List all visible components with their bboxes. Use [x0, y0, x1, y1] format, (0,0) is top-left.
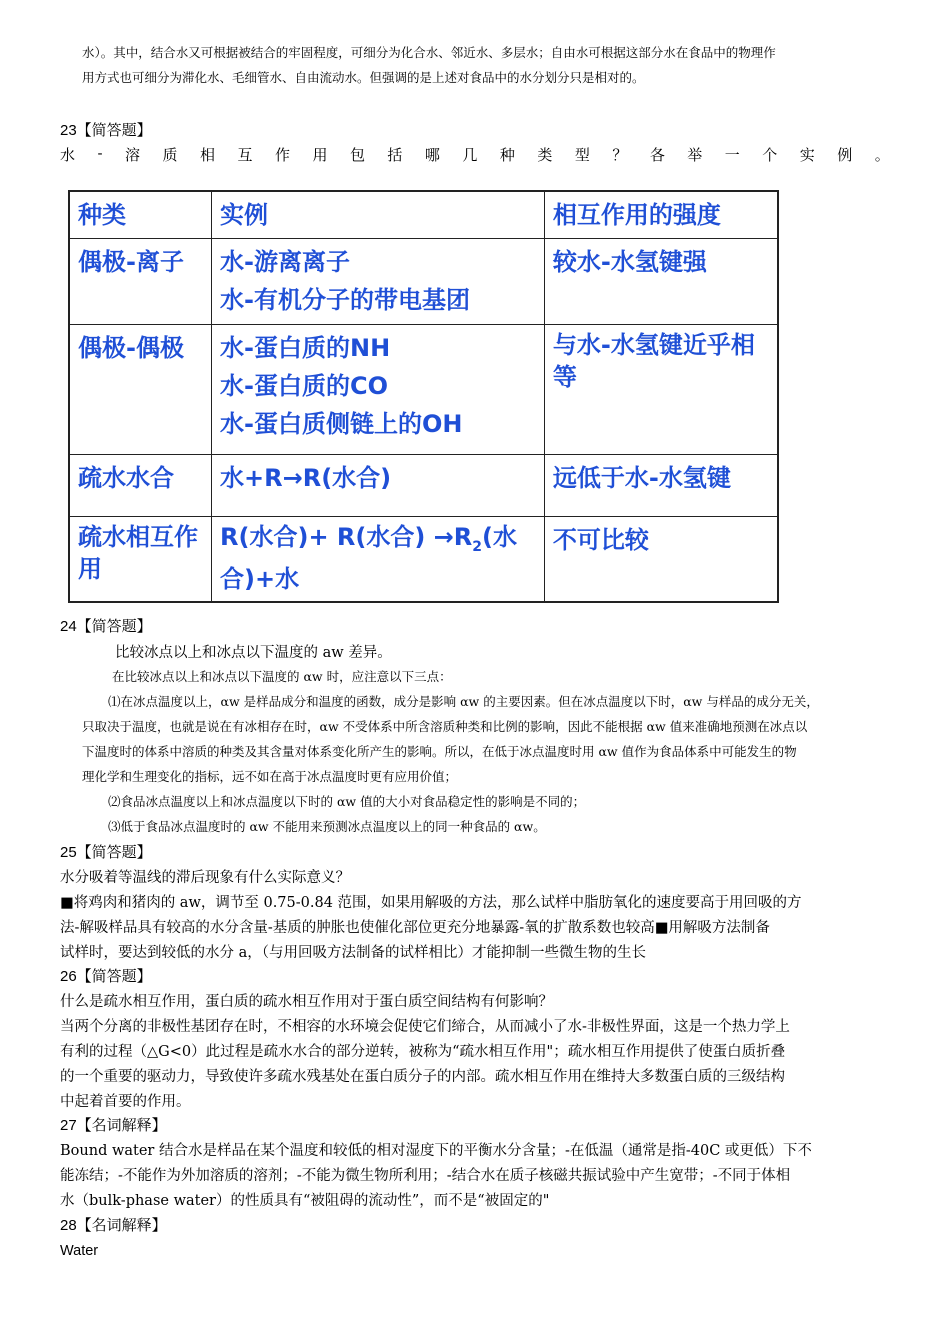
- q23-char: 类: [537, 146, 553, 164]
- row-strength: 远低于水-水氢键: [544, 455, 778, 517]
- q24-point1-line1: ⑴在冰点温度以上，αw 是样品成分和温度的函数，成分是影响 αw 的主要因素。但在冰点温度以下时，αw 与样品的成分无关，: [108, 694, 819, 709]
- q23-char: 实: [799, 146, 815, 164]
- q23-char: 相: [200, 146, 216, 164]
- row-strength: 与水-水氢键近乎相等: [544, 325, 778, 455]
- q23-char: 括: [387, 146, 403, 164]
- q28-answer: Water: [60, 1243, 99, 1259]
- q27-answer-line3: 水（bulk-phase water）的性质具有“被阻碍的流动性”，而不是“被固定的": [60, 1193, 550, 1209]
- q23-char: 水: [60, 146, 76, 164]
- q23-char: 举: [687, 146, 703, 164]
- q23-char: 。: [874, 146, 890, 164]
- row-examples: [212, 517, 545, 602]
- q27-answer-line1: Bound water 结合水是样品在某个温度和较低的相对湿度下的平衡水分含量；-在低温（通常是指-40C 或更低）下不: [60, 1143, 812, 1159]
- table-row: [69, 517, 778, 602]
- example-line: 水+R→R(水合): [220, 464, 392, 492]
- q26-answer-line2: 有利的过程（△G<0）此过程是疏水水合的部分逆转，被称为“疏水相互作用"；疏水相互作用提供了使蛋白质折叠: [60, 1044, 786, 1060]
- table-header-row: [69, 191, 778, 239]
- table-row: [69, 455, 778, 517]
- example-subscript: 2: [472, 538, 483, 555]
- q24-point1-line2: 只取决于温度，也就是说在有冰相存在时，αw 不受体系中所含溶质种类和比例的影响，因此不能根据 αw 值来准确地预测在冰点以: [82, 719, 808, 734]
- example-line: 水-蛋白质侧链上的OH: [220, 410, 463, 438]
- q28-heading: 28【名词解释】: [60, 1217, 167, 1234]
- q23-char: -: [97, 144, 103, 162]
- example-line: 水-蛋白质的CO: [220, 372, 389, 400]
- example-part: (水合)+水: [220, 523, 517, 593]
- q23-char: 各: [649, 146, 665, 164]
- q23-char: 作: [274, 146, 290, 164]
- q23-char: 用: [312, 146, 328, 164]
- q25-answer-line3: 试样时，要达到较低的水分 a，（与用回吸方法制备的试样相比）才能抑制一些微生物的生长: [60, 945, 647, 961]
- q25-answer-line1: ■将鸡肉和猪肉的 aw，调节至 0.75-0.84 范围，如果用解吸的方法，那么试样中脂肪氧化的速度要高于用回吸的方: [60, 895, 802, 911]
- header-example: 实例: [212, 191, 545, 239]
- example-part: R(水合)+ R(水合) →R: [220, 523, 473, 551]
- intro-line-2: 用方式也可细分为滞化水、毛细管水、自由流动水。但强调的是上述对食品中的水分划分只是相对的。: [82, 70, 645, 85]
- row-examples: [212, 455, 545, 517]
- q24-point3: ⑶低于食品冰点温度时的 αw 不能用来预测冰点温度以上的同一种食品的 αw。: [108, 819, 546, 834]
- row-type: 疏水水合: [69, 455, 212, 517]
- q25-answer-line2: 法-解吸样品具有较高的水分含量-基质的肿胀也使催化部位更充分地暴露-氧的扩散系数也较高■用解吸方法制备: [60, 920, 770, 936]
- q23-char: 质: [162, 146, 178, 164]
- q23-char: 种: [499, 146, 515, 164]
- q26-answer-line3: 的一个重要的驱动力，导致使许多疏水残基处在蛋白质分子的内部。疏水相互作用在维持大多数蛋白质的三级结构: [60, 1069, 785, 1085]
- q23-heading: 23【简答题】: [60, 122, 152, 139]
- q24-intro: 在比较冰点以上和冰点以下温度的 αw 时，应注意以下三点：: [112, 669, 452, 684]
- q26-heading: 26【简答题】: [60, 968, 152, 985]
- q27-answer-line2: 能冻结；-不能作为外加溶质的溶剂；-不能为微生物所利用；-结合水在质子核磁共振试验中产生宽带；-不同于体相: [60, 1168, 791, 1184]
- row-examples: [212, 239, 545, 325]
- example-line: 水-游离离子: [220, 248, 350, 276]
- q24-question: 比较冰点以上和冰点以下温度的 aw 差异。: [115, 645, 392, 661]
- row-type: 偶极-偶极: [69, 325, 212, 455]
- q23-char: 一: [724, 146, 740, 164]
- q26-answer-line4: 中起着首要的作用。: [60, 1094, 191, 1110]
- q27-heading: 27【名词解释】: [60, 1117, 167, 1134]
- row-examples: [212, 325, 545, 455]
- row-type: 疏水相互作用: [69, 517, 212, 602]
- q23-char: 个: [762, 146, 778, 164]
- q24-point1-line3: 下温度时的体系中溶质的种类及其含量对体系变化所产生的影响。所以，在低于冰点温度时用 αw 值作为食品体系中可能发生的物: [82, 744, 797, 759]
- example-line: 水-有机分子的带电基团: [220, 286, 470, 314]
- q23-question: [60, 144, 890, 165]
- q24-heading: 24【简答题】: [60, 618, 152, 635]
- q23-char: 哪: [424, 146, 440, 164]
- table-row: [69, 325, 778, 455]
- q25-heading: 25【简答题】: [60, 844, 152, 861]
- row-strength: 不可比较: [544, 517, 778, 602]
- q23-char: 型: [574, 146, 590, 164]
- q23-char: 互: [237, 146, 253, 164]
- example-line: 水-蛋白质的NH: [220, 334, 391, 362]
- q23-char: ？: [612, 146, 628, 164]
- row-strength: 较水-水氢键强: [544, 239, 778, 325]
- intro-line-1: 水）。其中，结合水又可根据被结合的牢固程度，可细分为化合水、邻近水、多层水；自由水可根据这部分水在食品中的物理作: [82, 45, 776, 60]
- header-strength: 相互作用的强度: [544, 191, 778, 239]
- q23-char: 例: [837, 146, 853, 164]
- interaction-table: [68, 190, 779, 603]
- q23-char: 包: [349, 146, 365, 164]
- q24-point2: ⑵食品冰点温度以上和冰点温度以下时的 αw 值的大小对食品稳定性的影响是不同的；: [108, 794, 586, 809]
- q24-point1-line4: 理化学和生理变化的指标，远不如在高于冰点温度时更有应用价值；: [82, 769, 458, 784]
- row-type: 偶极-离子: [69, 239, 212, 325]
- header-type: 种类: [69, 191, 212, 239]
- q23-char: 几: [462, 146, 478, 164]
- q23-char: 溶: [125, 146, 141, 164]
- q25-question: 水分吸着等温线的滞后现象有什么实际意义？: [60, 870, 350, 886]
- q26-question: 什么是疏水相互作用，蛋白质的疏水相互作用对于蛋白质空间结构有何影响？: [60, 994, 553, 1010]
- q26-answer-line1: 当两个分离的非极性基团存在时，不相容的水环境会促使它们缔合，从而减小了水-非极性界面，这是一个热力学上: [60, 1019, 790, 1035]
- table-row: [69, 239, 778, 325]
